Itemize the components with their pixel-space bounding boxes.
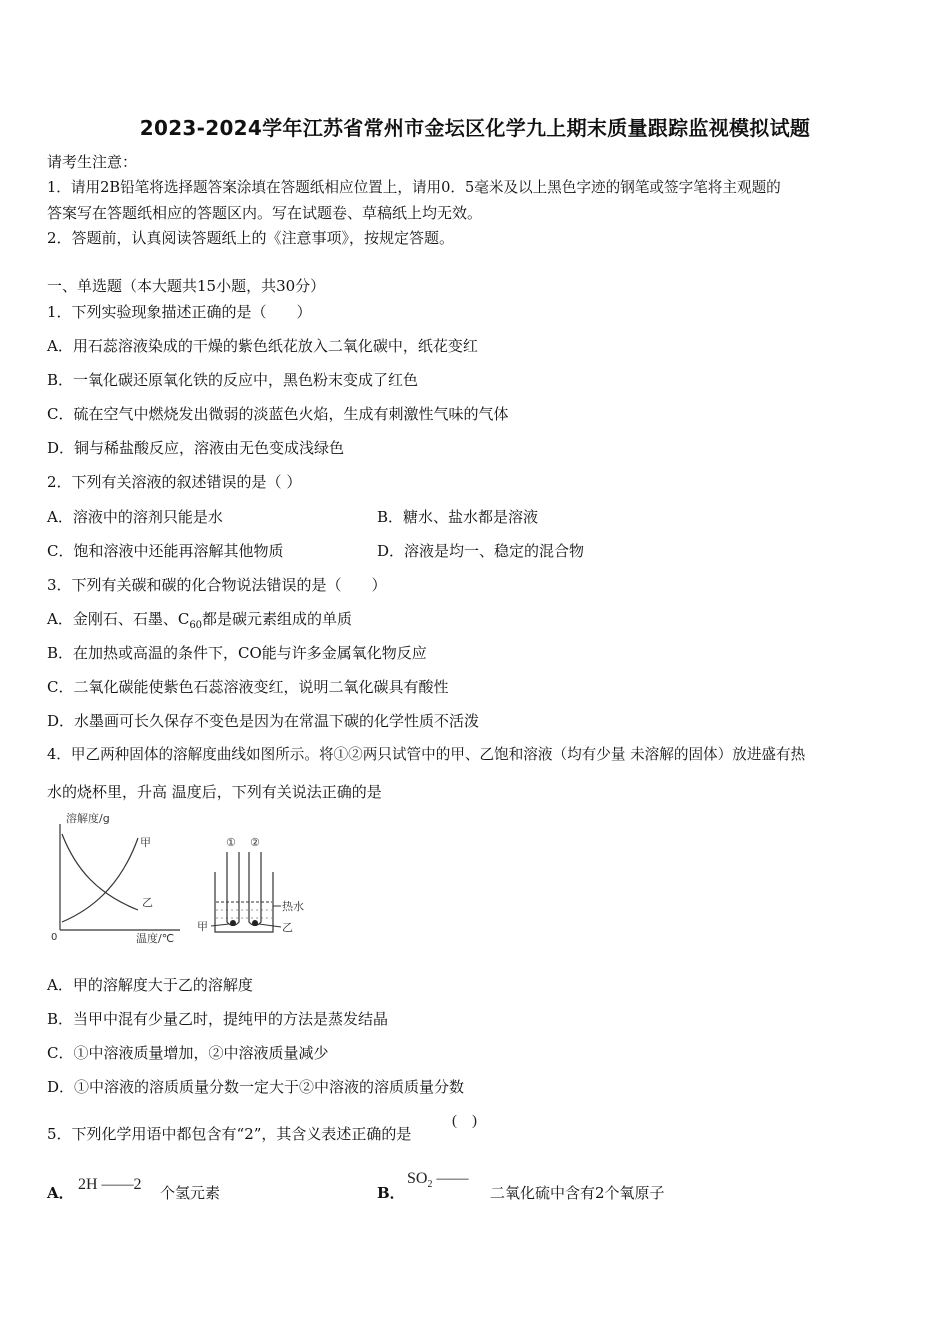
origin-label: 0 bbox=[51, 932, 58, 943]
curve-yi bbox=[62, 834, 138, 910]
q4-option-b: B．当甲中混有少量乙时，提纯甲的方法是蒸发结晶 bbox=[47, 1010, 389, 1028]
tube-1-label: ① bbox=[226, 836, 236, 849]
section-heading: 一、单选题（本大题共15小题，共30分） bbox=[47, 277, 326, 295]
q3-option-a-post: 都是碳元素组成的单质 bbox=[202, 610, 353, 628]
y-axis-label: 溶解度/g bbox=[66, 812, 110, 825]
q2-stem: 2．下列有关溶液的叙述错误的是（ ） bbox=[47, 473, 302, 491]
hot-water-label: 热水 bbox=[282, 900, 304, 913]
q4-option-c: C．①中溶液质量增加，②中溶液质量减少 bbox=[47, 1044, 329, 1062]
beaker-figure bbox=[195, 832, 315, 942]
q3-option-c: C．二氧化碳能使紫色石蕊溶液变红，说明二氧化碳具有酸性 bbox=[47, 678, 449, 696]
curve-yi-label: 乙 bbox=[142, 896, 153, 909]
q5-option-a-formula: 2H ——2 bbox=[78, 1176, 142, 1193]
q4-stem-1: 4．甲乙两种固体的溶解度曲线如图所示。将①②两只试管中的甲、乙饱和溶液（均有少量 未溶解的固体）放进盛有热 bbox=[47, 746, 806, 763]
q5-option-b-letter: B． bbox=[377, 1184, 405, 1202]
q5-paren: ( ) bbox=[452, 1113, 477, 1129]
q3-option-a-sub: 60 bbox=[189, 620, 203, 631]
x-axis-label: 温度/℃ bbox=[136, 932, 175, 945]
q2-option-d: D．溶液是均一、稳定的混合物 bbox=[377, 542, 585, 560]
q5-option-a-text: 个氢元素 bbox=[160, 1184, 221, 1202]
right-label: 乙 bbox=[282, 921, 293, 934]
left-pointer bbox=[211, 924, 229, 926]
q4-option-d: D．①中溶液的溶质质量分数一定大于②中溶液的溶质质量分数 bbox=[47, 1078, 465, 1096]
solid-jia bbox=[230, 920, 236, 926]
notice-line-1b: 答案写在答题纸相应的答题区内。写在试题卷、草稿纸上均无效。 bbox=[47, 204, 483, 222]
q5-option-b-formula bbox=[407, 1170, 468, 1190]
right-pointer bbox=[259, 924, 281, 927]
q3-option-a-pre: A．金刚石、石墨、C bbox=[47, 610, 190, 628]
test-tube-2 bbox=[249, 852, 261, 926]
q5-option-b-sub: 2 bbox=[427, 1179, 433, 1191]
q1-option-c: C．硫在空气中燃烧发出微弱的淡蓝色火焰，生成有刺激性气味的气体 bbox=[47, 405, 509, 423]
q2-option-a: A．溶液中的溶剂只能是水 bbox=[47, 508, 223, 526]
notice-line-2: 2．答题前，认真阅读答题纸上的《注意事项》，按规定答题。 bbox=[47, 229, 455, 247]
curve-jia-label: 甲 bbox=[140, 836, 151, 849]
q5-option-b-so: SO bbox=[407, 1170, 428, 1187]
q1-option-d: D．铜与稀盐酸反应，溶液由无色变成浅绿色 bbox=[47, 439, 345, 457]
q5-stem: 5．下列化学用语中都包含有“2”，其含义表述正确的是 bbox=[47, 1125, 412, 1143]
page-title: 2023-2024学年江苏省常州市金坛区化学九上期末质量跟踪监视模拟试题 bbox=[139, 116, 811, 140]
q5-option-a-letter: A． bbox=[47, 1184, 74, 1202]
q2-option-c: C．饱和溶液中还能再溶解其他物质 bbox=[47, 542, 284, 560]
q3-stem: 3．下列有关碳和碳的化合物说法错误的是（ ） bbox=[47, 576, 387, 594]
q3-option-a bbox=[47, 609, 352, 636]
notice-heading: 请考生注意： bbox=[47, 153, 138, 171]
solubility-curve-figure bbox=[40, 810, 190, 948]
q1-option-b: B．一氧化碳还原氧化铁的反应中，黑色粉末变成了红色 bbox=[47, 371, 419, 389]
test-tube-1 bbox=[227, 852, 239, 926]
q1-stem: 1．下列实验现象描述正确的是（ ） bbox=[47, 303, 312, 321]
q2-option-b: B．糖水、盐水都是溶液 bbox=[377, 508, 539, 526]
left-label: 甲 bbox=[197, 920, 208, 933]
q3-option-b: B．在加热或高温的条件下，CO能与许多金属氧化物反应 bbox=[47, 644, 427, 662]
q3-option-d: D．水墨画可长久保存不变色是因为在常温下碳的化学性质不活泼 bbox=[47, 712, 480, 730]
tube-2-label: ② bbox=[250, 836, 260, 849]
q4-option-a: A．甲的溶解度大于乙的溶解度 bbox=[47, 976, 253, 994]
q1-option-a: A．用石蕊溶液染成的干燥的紫色纸花放入二氧化碳中，纸花变红 bbox=[47, 337, 478, 355]
solid-yi bbox=[252, 920, 258, 926]
q4-stem-2: 水的烧杯里，升高 温度后，下列有关说法正确的是 bbox=[47, 783, 382, 801]
q5-option-b-dash: —— bbox=[432, 1170, 469, 1187]
curve-jia bbox=[62, 838, 138, 922]
notice-line-1a: 1．请用2B铅笔将选择题答案涂填在答题纸相应位置上，请用0．5毫米及以上黑色字迹的钢笔或签字笔将主观题的 bbox=[47, 179, 781, 196]
q5-option-b-text: 二氧化硫中含有2个氧原子 bbox=[490, 1184, 665, 1202]
